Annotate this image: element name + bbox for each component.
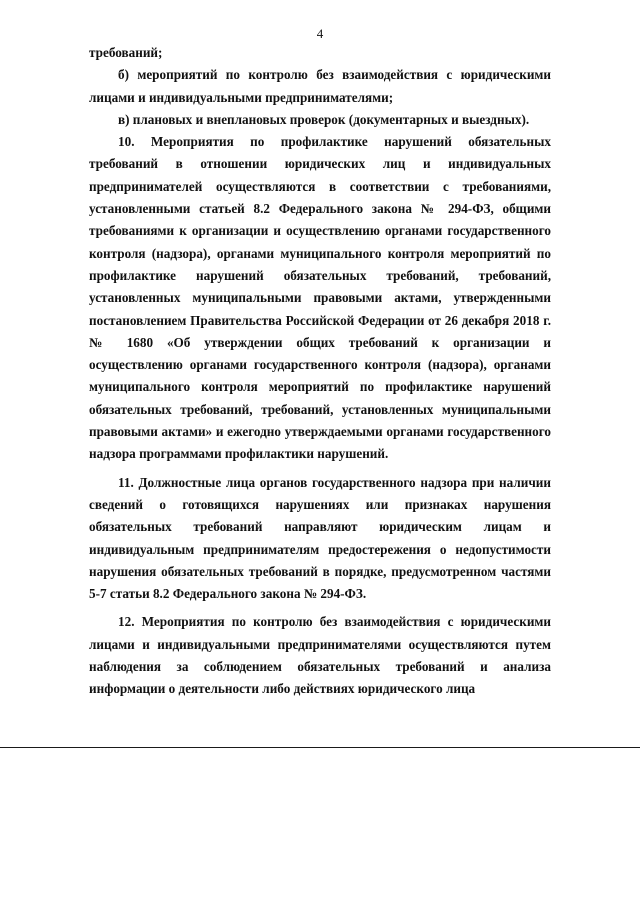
document-body [89, 42, 551, 701]
page-divider-line [0, 747, 640, 748]
paragraph-11: 11. Должностные лица органов государственного надзора при наличии сведений о готовящихся нарушениях или признаках нарушения обязательных требований направляют юридическим лицам и индивидуальным предпринимателям предостережения о недопустимости нарушения обязательных требований в порядке, предусмотренном частями 5-7 статьи 8.2 Федерального закона № 294-ФЗ. [89, 474, 551, 602]
paragraph-10: 10. Мероприятия по профилактике нарушений обязательных требований в отношении юридических лиц и индивидуальных предпринимателей осуществляются в соответствии с требованиями, установленными статьей 8.2 Федерального закона № 294-ФЗ, общими требованиями к организации и осуществлению органами государственного контроля (надзора), органами муниципального контроля мероприятий по профилактике нарушений обязательных требований, требований, установленных муниципальными правовыми актами, утвержденными постановлением Правительства Российской Федерации от 26 декабря 2018 г. № 1680 «Об утверждении общих требований к организации и осуществлению органами государственного контроля (надзора), органами муниципального контроля мероприятий по профилактике нарушений обязательных требований, требований, установленных муниципальными правовыми актами» и ежегодно утверждаемыми органами государственного надзора программами профилактики нарушений. [89, 134, 551, 462]
page-number: 4 [316, 26, 324, 41]
paragraph-item-v: в) плановых и внеплановых проверок (документарных и выездных). [118, 111, 530, 127]
paragraph-continuation: требований; [89, 45, 163, 60]
paragraph-item-b: б) мероприятий по контролю без взаимодействия с юридическими лицами и индивидуальными предпринимателями; [89, 67, 551, 105]
paragraph-12: 12. Мероприятия по контролю без взаимодействия с юридическими лицами и индивидуальными предпринимателями осуществляются путем наблюдения за соблюдением обязательных требований и анализа информации о деятельности либо действиях юридического лица [89, 614, 551, 697]
